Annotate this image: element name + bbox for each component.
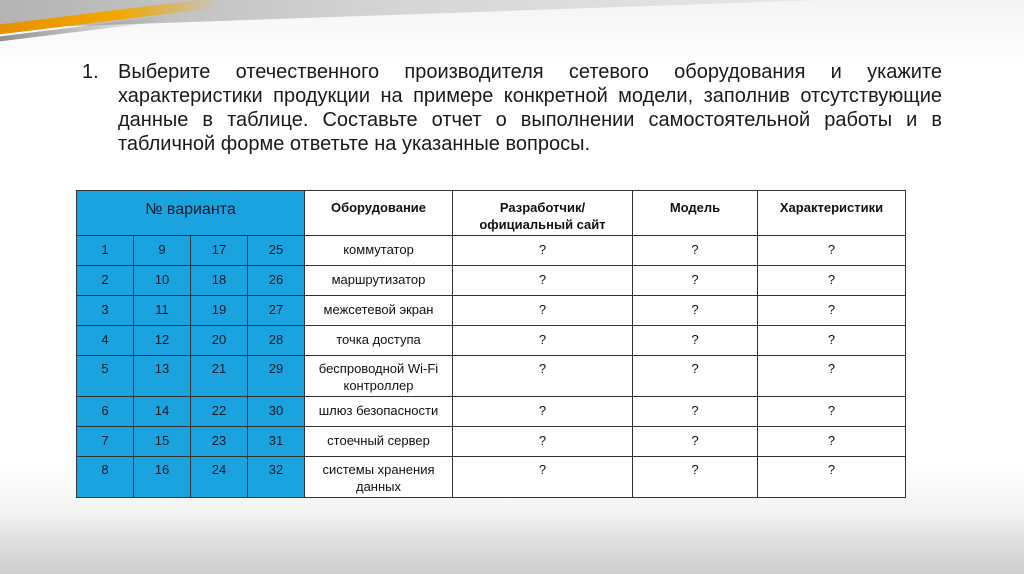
variant-cell: 21 <box>191 356 248 397</box>
characteristics-cell: ? <box>758 326 906 356</box>
task-paragraph <box>82 60 942 156</box>
task-text: Выберите отечественного производителя сетевого оборудования и укажите характеристики продукции на примере конкретной модели, заполнив отсутствующие данные в таблице. Составьте отчет о выполнении самостоятельной работы и в табличной форме ответьте на указанные вопросы. <box>118 61 942 155</box>
variant-cell: 32 <box>248 457 305 498</box>
characteristics-cell: ? <box>758 397 906 427</box>
variant-cell: 10 <box>134 266 191 296</box>
developer-cell: ? <box>453 356 633 397</box>
variant-cell: 24 <box>191 457 248 498</box>
model-cell: ? <box>633 296 758 326</box>
equipment-cell: беспроводной Wi-Fi контроллер <box>305 356 453 397</box>
decor-bottom-band <box>0 514 1024 574</box>
variant-cell: 19 <box>191 296 248 326</box>
header-characteristics: Характеристики <box>758 191 906 236</box>
model-cell: ? <box>633 236 758 266</box>
table-row <box>77 457 906 498</box>
variant-cell: 1 <box>77 236 134 266</box>
characteristics-cell: ? <box>758 266 906 296</box>
table-row <box>77 356 906 397</box>
variant-cell: 2 <box>77 266 134 296</box>
header-variant: № варианта <box>77 191 305 236</box>
model-cell: ? <box>633 427 758 457</box>
variant-cell: 5 <box>77 356 134 397</box>
developer-cell: ? <box>453 397 633 427</box>
variant-cell: 3 <box>77 296 134 326</box>
equipment-cell: шлюз безопасности <box>305 397 453 427</box>
model-cell: ? <box>633 356 758 397</box>
table-header-row <box>77 191 906 236</box>
variant-cell: 30 <box>248 397 305 427</box>
developer-cell: ? <box>453 427 633 457</box>
header-developer: Разработчик/ официальный сайт <box>453 191 633 236</box>
variant-cell: 9 <box>134 236 191 266</box>
variant-cell: 6 <box>77 397 134 427</box>
equipment-cell: точка доступа <box>305 326 453 356</box>
developer-cell: ? <box>453 457 633 498</box>
table-row <box>77 326 906 356</box>
equipment-cell: маршрутизатор <box>305 266 453 296</box>
developer-cell: ? <box>453 296 633 326</box>
table-row <box>77 296 906 326</box>
equipment-cell: коммутатор <box>305 236 453 266</box>
model-cell: ? <box>633 326 758 356</box>
variant-cell: 22 <box>191 397 248 427</box>
variant-cell: 12 <box>134 326 191 356</box>
variant-cell: 13 <box>134 356 191 397</box>
characteristics-cell: ? <box>758 356 906 397</box>
table-row <box>77 266 906 296</box>
variant-cell: 16 <box>134 457 191 498</box>
variant-cell: 31 <box>248 427 305 457</box>
variant-cell: 8 <box>77 457 134 498</box>
variant-cell: 25 <box>248 236 305 266</box>
table-body <box>77 236 906 498</box>
task-number: 1. <box>82 61 99 83</box>
model-cell: ? <box>633 457 758 498</box>
variant-cell: 26 <box>248 266 305 296</box>
characteristics-cell: ? <box>758 236 906 266</box>
variant-cell: 17 <box>191 236 248 266</box>
table-row <box>77 397 906 427</box>
variant-cell: 27 <box>248 296 305 326</box>
model-cell: ? <box>633 397 758 427</box>
variant-cell: 11 <box>134 296 191 326</box>
header-equipment: Оборудование <box>305 191 453 236</box>
developer-cell: ? <box>453 236 633 266</box>
variant-cell: 28 <box>248 326 305 356</box>
variant-cell: 29 <box>248 356 305 397</box>
variant-cell: 23 <box>191 427 248 457</box>
variant-cell: 7 <box>77 427 134 457</box>
table-row <box>77 236 906 266</box>
variant-cell: 4 <box>77 326 134 356</box>
variant-cell: 18 <box>191 266 248 296</box>
characteristics-cell: ? <box>758 427 906 457</box>
equipment-cell: стоечный сервер <box>305 427 453 457</box>
variants-table <box>76 190 906 498</box>
equipment-cell: системы хранения данных <box>305 457 453 498</box>
equipment-cell: межсетевой экран <box>305 296 453 326</box>
model-cell: ? <box>633 266 758 296</box>
header-model: Модель <box>633 191 758 236</box>
variant-cell: 20 <box>191 326 248 356</box>
developer-cell: ? <box>453 266 633 296</box>
developer-cell: ? <box>453 326 633 356</box>
characteristics-cell: ? <box>758 457 906 498</box>
table-row <box>77 427 906 457</box>
variant-cell: 15 <box>134 427 191 457</box>
characteristics-cell: ? <box>758 296 906 326</box>
variant-cell: 14 <box>134 397 191 427</box>
